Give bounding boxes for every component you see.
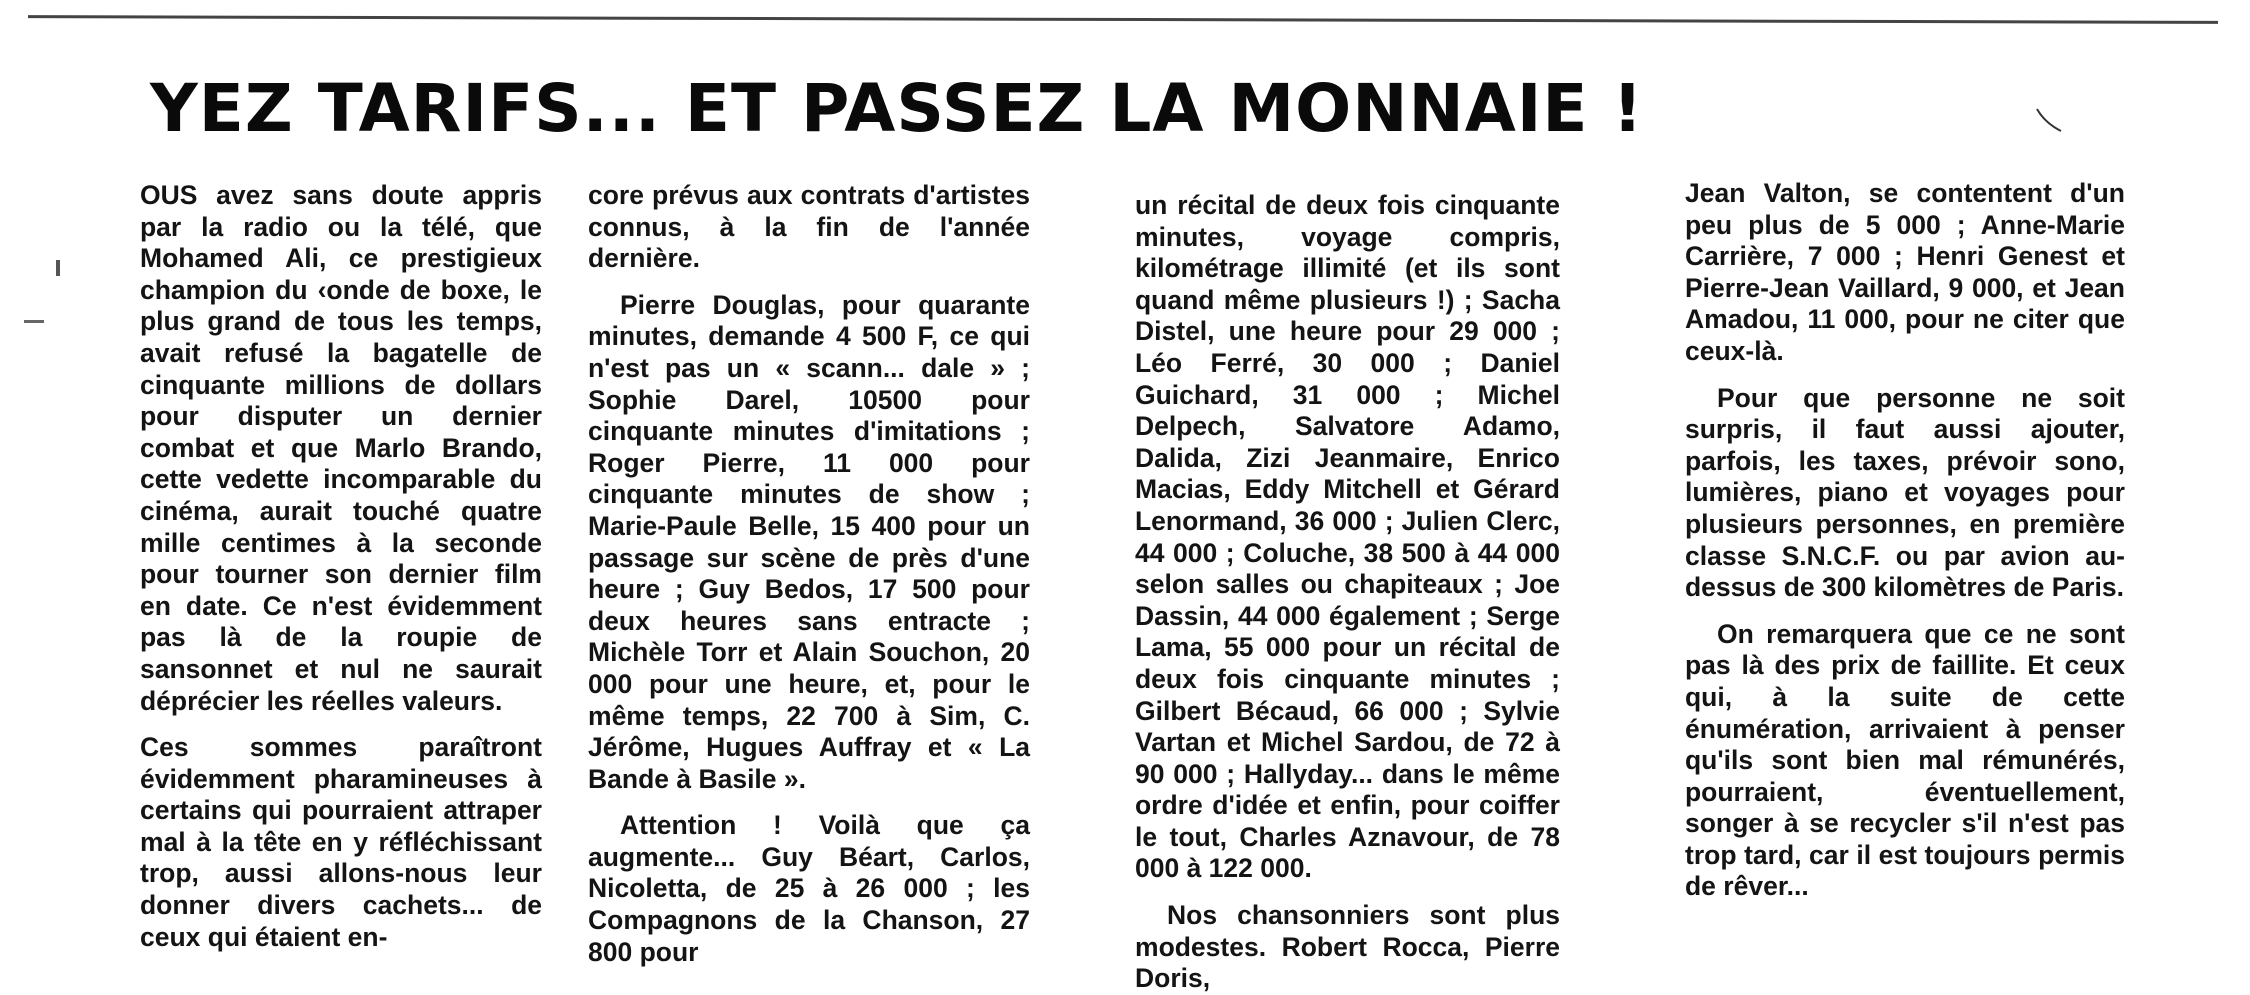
column-2	[588, 180, 1030, 968]
paragraph: OUS avez sans doute appris par la radio ou la télé, que Mohamed Ali, ce prestigieux champion du ‹onde de boxe, le plus grand de tous les temps, avait refusé la bagatelle de cinquante millions de dollars pour disputer un dernier combat et que Marlo Brando, cette vedette incomparable du cinéma, aurait touché quatre mille centimes à la seconde pour tourner son dernier film en date. Ce n'est évidemment pas là de la roupie de sansonnet et nul ne saurait déprécier les réelles valeurs.	[140, 180, 542, 716]
paragraph: Nos chansonniers sont plus modestes. Robert Rocca, Pierre Doris,	[1135, 900, 1560, 994]
paragraph: Pierre Douglas, pour quarante minutes, demande 4 500 F, ce qui n'est pas un « scann... dale » ; Sophie Darel, 10500 pour cinquante minutes d'imitations ; Roger Pierre, 11 000 pour cinquante minutes de show ; Marie-Paule Belle, 15 400 pour un passage sur scène de près d'une heure ; Guy Bedos, 17 500 pour deux heures sans entracte ; Michèle Torr et Alain Souchon, 20 000 pour une heure, et, pour le même temps, 22 700 à Sim, C. Jérôme, Hugues Auffray et « La Bande à Basile ».	[588, 289, 1030, 794]
top-rule	[28, 15, 2218, 24]
article-body	[140, 178, 2180, 994]
margin-mark	[56, 260, 60, 276]
paragraph: On remarquera que ce ne sont pas là des prix de faillite. Et ceux qui, à la suite de cette énumération, arrivaient à penser qu'ils sont bien mal rémunérés, pourraient, éventuellement, songer à se recycler s'il n'est pas trop tard, car il est toujours permis de rêver...	[1685, 618, 2125, 902]
edge-mark	[24, 320, 44, 323]
paragraph: un récital de deux fois cinquante minutes, voyage compris, kilométrage illimité (et ils sont quand même plusieurs !) ; Sacha Distel, une heure pour 29 000 ; Léo Ferré, 30 000 ; Daniel Guichard, 31 000 ; Michel Delpech, Salvatore Adamo, Dalida, Zizi Jeanmaire, Enrico Macias, Eddy Mitchell et Gérard Lenormand, 36 000 ; Julien Clerc, 44 000 ; Coluche, 38 500 à 44 000 selon salles ou chapiteaux ; Joe Dassin, 44 000 également ; Serge Lama, 55 000 pour un récital de deux fois cinquante minutes ; Gilbert Bécaud, 66 000 ; Sylvie Vartan et Michel Sardou, de 72 à 90 000 ; Hallyday... dans le même ordre d'idée et enfin, pour coiffer le tout, Charles Aznavour, de 78 000 à 122 000.	[1135, 190, 1560, 884]
paragraph: Pour que personne ne soit surpris, il faut aussi ajouter, parfois, les taxes, prévoir sono, lumières, piano et voyages pour plusieurs personnes, en première classe S.N.C.F. ou par avion au-dessus de 300 kilomètres de Paris.	[1685, 382, 2125, 603]
column-1	[140, 180, 542, 953]
paragraph: Jean Valton, se contentent d'un peu plus de 5 000 ; Anne-Marie Carrière, 7 000 ; Henri Genest et Pierre-Jean Vaillard, 9 000, et Jean Amadou, 11 000, pour ne citer que ceux-là.	[1685, 178, 2125, 366]
paragraph: core prévus aux contrats d'artistes connus, à la fin de l'année dernière.	[588, 180, 1030, 274]
paragraph: Attention ! Voilà que ça augmente... Guy Béart, Carlos, Nicoletta, de 25 à 26 000 ; les Compagnons de la Chanson, 27 800 pour	[588, 810, 1030, 967]
headline: YEZ TARIFS... ET PASSEZ LA MONNAIE !	[150, 70, 1644, 147]
column-3	[1135, 190, 1560, 995]
column-4	[1685, 178, 2125, 903]
paragraph: Ces sommes paraîtront évidemment pharamineuses à certains qui pourraient attraper mal à la tête en y réfléchissant trop, aussi allons-nous leur donner divers cachets... de ceux qui étaient en-	[140, 732, 542, 952]
